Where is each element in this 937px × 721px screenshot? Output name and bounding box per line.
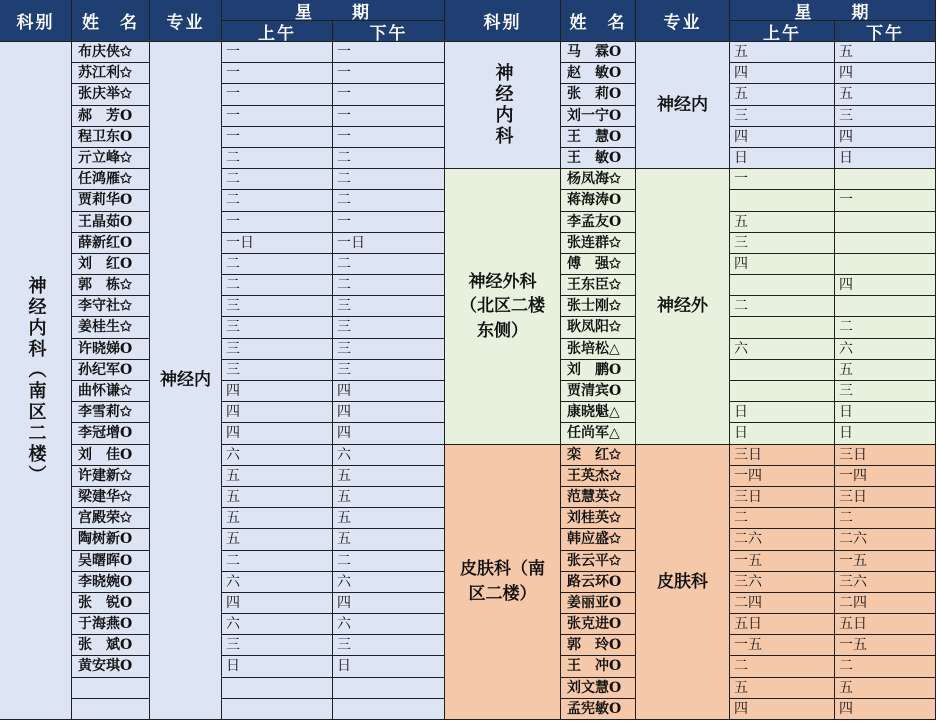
left-row-am: 一 <box>222 127 333 148</box>
right-row-am: 二 <box>730 296 835 317</box>
right-row-pm: 一 <box>835 190 936 212</box>
right-row-pm: 五 <box>835 360 936 381</box>
right-row-am: 四 <box>730 127 835 148</box>
left-row-pm: 二 <box>333 254 445 275</box>
left-row-am: 二 <box>222 148 333 169</box>
right-row-pm <box>835 169 936 190</box>
left-row-am: 二 <box>222 254 333 275</box>
right-row-pm: 二 <box>835 508 936 529</box>
left-row-name: 许晓娣O <box>72 339 150 360</box>
right-dept-label: 皮肤科（南区二楼） <box>445 445 561 720</box>
left-row-am: 三 <box>222 360 333 381</box>
right-row-name: 孟宪敏O <box>561 699 636 720</box>
left-header-week: 星 期 <box>222 0 445 21</box>
right-row-pm: 五 <box>835 42 936 63</box>
right-row-pm: 二 <box>835 656 936 678</box>
left-row-am: 一 <box>222 84 333 106</box>
right-row-am <box>730 360 835 381</box>
left-row-pm: 一 <box>333 84 445 106</box>
left-row-pm: 四 <box>333 381 445 402</box>
right-header-pm: 下午 <box>835 21 936 42</box>
right-row-name: 李孟友O <box>561 212 636 233</box>
right-specialty-label: 神经外 <box>636 169 730 445</box>
right-row-name: 马 霖O <box>561 42 636 63</box>
right-row-name: 傅 强✩ <box>561 254 636 275</box>
left-row-name: 曲怀谦✩ <box>72 381 150 402</box>
right-row-am: 五 <box>730 678 835 699</box>
left-row-name: 郭 栋✩ <box>72 275 150 296</box>
right-row-am: 二 <box>730 656 835 678</box>
left-row-name: 布庆侠✩ <box>72 42 150 63</box>
right-row-am: 四 <box>730 63 835 84</box>
left-row-pm: 二 <box>333 148 445 169</box>
right-row-pm: 五 <box>835 84 936 106</box>
right-row-am: 三日 <box>730 445 835 466</box>
left-row-pm: 一 <box>333 42 445 63</box>
left-row-am <box>222 699 333 720</box>
right-row-pm: 三六 <box>835 572 936 593</box>
left-row-name: 李守社✩ <box>72 296 150 317</box>
right-row-name: 郭 玲O <box>561 635 636 656</box>
right-row-name: 张 莉O <box>561 84 636 106</box>
left-header-pm: 下午 <box>333 21 445 42</box>
left-dept-label: 神经内科（南区二楼） <box>0 42 72 720</box>
right-row-am: 四 <box>730 699 835 720</box>
left-header-dept: 科别 <box>0 0 72 42</box>
left-row-pm: 三 <box>333 339 445 360</box>
left-row-name: 刘 红O <box>72 254 150 275</box>
right-header-dept: 科别 <box>445 0 561 42</box>
left-row-name: 程卫东O <box>72 127 150 148</box>
right-row-pm: 三日 <box>835 445 936 466</box>
left-row-pm: 三 <box>333 635 445 656</box>
right-row-name: 韩应盛✩ <box>561 529 636 551</box>
right-row-am: 三六 <box>730 572 835 593</box>
right-row-name: 范慧英✩ <box>561 487 636 508</box>
left-row-am: 五 <box>222 466 333 487</box>
right-row-pm: 二六 <box>835 529 936 551</box>
left-row-pm: 六 <box>333 445 445 466</box>
left-row-pm: 二 <box>333 275 445 296</box>
left-row-name: 孙纪军O <box>72 360 150 381</box>
left-row-pm: 一日 <box>333 233 445 254</box>
left-row-pm: 一 <box>333 212 445 233</box>
left-row-am: 二 <box>222 169 333 190</box>
right-row-pm: 二 <box>835 317 936 339</box>
left-row-pm: 六 <box>333 614 445 635</box>
left-row-name: 亓立峰✩ <box>72 148 150 169</box>
right-row-name: 蒋海涛O <box>561 190 636 212</box>
right-row-am: 一四 <box>730 466 835 487</box>
left-row-pm: 三 <box>333 296 445 317</box>
right-row-name: 康晓魁△ <box>561 402 636 423</box>
right-row-name: 张云平✩ <box>561 551 636 572</box>
right-row-pm: 二四 <box>835 593 936 614</box>
left-row-am: 三 <box>222 635 333 656</box>
right-row-am: 三日 <box>730 487 835 508</box>
right-row-pm: 四 <box>835 275 936 296</box>
left-row-am: 二 <box>222 551 333 572</box>
right-row-am: 日 <box>730 423 835 445</box>
right-header-name: 姓 名 <box>561 0 636 42</box>
right-row-pm: 三 <box>835 106 936 127</box>
left-row-name: 许建新✩ <box>72 466 150 487</box>
left-row-am: 一 <box>222 42 333 63</box>
left-row-am: 六 <box>222 614 333 635</box>
left-row-pm: 三 <box>333 317 445 339</box>
left-row-am: 日 <box>222 656 333 678</box>
left-row-name: 黄安琪O <box>72 656 150 678</box>
left-row-pm: 四 <box>333 402 445 423</box>
right-row-am: 日 <box>730 148 835 169</box>
right-row-name: 任尚军△ <box>561 423 636 445</box>
right-row-name: 刘文慧O <box>561 678 636 699</box>
left-row-name: 李雪莉✩ <box>72 402 150 423</box>
right-row-name: 刘 鹏O <box>561 360 636 381</box>
left-row-name: 姜桂生✩ <box>72 317 150 339</box>
right-row-am: 一 <box>730 169 835 190</box>
left-row-am: 五 <box>222 529 333 551</box>
right-dept-label: 神经外科（北区二楼东侧） <box>445 169 561 445</box>
right-row-am: 五 <box>730 42 835 63</box>
left-row-name: 刘 佳O <box>72 445 150 466</box>
right-row-pm: 六 <box>835 339 936 360</box>
right-row-am: 三 <box>730 106 835 127</box>
left-row-name: 陶树新O <box>72 529 150 551</box>
right-dept-label: 神经内科 <box>445 42 561 169</box>
right-row-pm: 日 <box>835 402 936 423</box>
left-row-am: 二 <box>222 190 333 212</box>
left-row-pm: 二 <box>333 169 445 190</box>
right-row-name: 张士刚✩ <box>561 296 636 317</box>
right-row-name: 王东臣✩ <box>561 275 636 296</box>
left-row-am: 一 <box>222 106 333 127</box>
right-row-pm: 一五 <box>835 551 936 572</box>
left-row-am: 一 <box>222 63 333 84</box>
left-row-name <box>72 699 150 720</box>
right-row-name: 张连群✩ <box>561 233 636 254</box>
left-row-am: 四 <box>222 423 333 445</box>
right-row-name: 杨凤海✩ <box>561 169 636 190</box>
right-row-am: 三 <box>730 233 835 254</box>
right-row-am: 一五 <box>730 551 835 572</box>
right-row-am: 一五 <box>730 635 835 656</box>
right-row-am: 五日 <box>730 614 835 635</box>
right-row-am <box>730 381 835 402</box>
left-row-am: 三 <box>222 339 333 360</box>
left-header-am: 上午 <box>222 21 333 42</box>
right-row-pm <box>835 296 936 317</box>
right-row-pm <box>835 233 936 254</box>
left-row-am: 二 <box>222 275 333 296</box>
left-row-pm: 五 <box>333 466 445 487</box>
left-row-am: 一 <box>222 212 333 233</box>
right-row-pm <box>835 254 936 275</box>
right-row-pm: 三 <box>835 381 936 402</box>
right-row-name: 王 冲O <box>561 656 636 678</box>
left-row-name: 张庆举✩ <box>72 84 150 106</box>
left-row-am: 六 <box>222 572 333 593</box>
left-row-am: 五 <box>222 487 333 508</box>
left-row-name: 张 斌O <box>72 635 150 656</box>
right-row-am <box>730 317 835 339</box>
left-row-am: 三 <box>222 317 333 339</box>
left-row-am: 一日 <box>222 233 333 254</box>
right-row-name: 贾清宾O <box>561 381 636 402</box>
left-row-pm: 一 <box>333 127 445 148</box>
left-row-pm: 日 <box>333 656 445 678</box>
left-header-name: 姓 名 <box>72 0 150 42</box>
right-row-am <box>730 275 835 296</box>
right-row-pm: 一五 <box>835 635 936 656</box>
left-row-pm: 六 <box>333 572 445 593</box>
left-header-specialty: 专业 <box>150 0 222 42</box>
right-row-pm: 四 <box>835 699 936 720</box>
right-header-specialty: 专业 <box>636 0 730 42</box>
right-row-am: 五 <box>730 84 835 106</box>
right-row-name: 赵 敏O <box>561 63 636 84</box>
left-row-name: 郝 芳O <box>72 106 150 127</box>
right-row-am: 五 <box>730 212 835 233</box>
right-row-name: 刘桂英✩ <box>561 508 636 529</box>
right-row-am: 二六 <box>730 529 835 551</box>
right-row-name: 刘一宁O <box>561 106 636 127</box>
left-row-pm: 五 <box>333 529 445 551</box>
left-row-pm: 四 <box>333 423 445 445</box>
right-row-name: 路云环O <box>561 572 636 593</box>
right-row-pm: 五 <box>835 678 936 699</box>
right-row-name: 张培松△ <box>561 339 636 360</box>
left-row-pm: 二 <box>333 190 445 212</box>
right-row-pm: 日 <box>835 148 936 169</box>
left-row-pm: 五 <box>333 487 445 508</box>
right-row-name: 王 慧O <box>561 127 636 148</box>
right-row-name: 栾 红✩ <box>561 445 636 466</box>
right-row-pm: 四 <box>835 63 936 84</box>
left-row-pm: 一 <box>333 63 445 84</box>
left-row-am: 五 <box>222 508 333 529</box>
left-row-am: 三 <box>222 296 333 317</box>
right-row-name: 姜丽亚O <box>561 593 636 614</box>
left-row-name: 任鸿雁✩ <box>72 169 150 190</box>
right-header-am: 上午 <box>730 21 835 42</box>
left-row-name: 贾莉华O <box>72 190 150 212</box>
right-specialty-label: 神经内 <box>636 42 730 169</box>
right-row-name: 张克进O <box>561 614 636 635</box>
left-row-name: 薛新红O <box>72 233 150 254</box>
left-row-name <box>72 678 150 699</box>
right-row-pm: 三日 <box>835 487 936 508</box>
right-row-am: 二 <box>730 508 835 529</box>
left-row-pm: 二 <box>333 551 445 572</box>
left-row-name: 王晶茹O <box>72 212 150 233</box>
right-row-pm <box>835 212 936 233</box>
left-row-am: 四 <box>222 381 333 402</box>
right-header-week: 星 期 <box>730 0 936 21</box>
left-row-name: 李晓婉O <box>72 572 150 593</box>
right-row-am: 六 <box>730 339 835 360</box>
left-row-am <box>222 678 333 699</box>
right-row-am: 二四 <box>730 593 835 614</box>
right-row-am <box>730 190 835 212</box>
left-row-name: 苏江利✩ <box>72 63 150 84</box>
right-row-am: 四 <box>730 254 835 275</box>
left-row-pm: 五 <box>333 508 445 529</box>
left-row-am: 六 <box>222 445 333 466</box>
left-row-pm: 一 <box>333 106 445 127</box>
left-row-name: 张 锐O <box>72 593 150 614</box>
left-row-name: 吴曙晖O <box>72 551 150 572</box>
left-row-name: 李冠增O <box>72 423 150 445</box>
left-row-pm: 三 <box>333 360 445 381</box>
left-specialty-label: 神经内 <box>150 42 222 720</box>
left-row-am: 四 <box>222 593 333 614</box>
left-row-pm <box>333 678 445 699</box>
right-specialty-label: 皮肤科 <box>636 445 730 720</box>
left-row-name: 于海燕O <box>72 614 150 635</box>
right-row-name: 耿凤阳✩ <box>561 317 636 339</box>
right-row-pm: 日 <box>835 423 936 445</box>
right-row-name: 王英杰✩ <box>561 466 636 487</box>
right-row-name: 王 敏O <box>561 148 636 169</box>
right-row-am: 日 <box>730 402 835 423</box>
left-row-name: 宫殿荣✩ <box>72 508 150 529</box>
left-row-pm <box>333 699 445 720</box>
left-row-pm: 四 <box>333 593 445 614</box>
left-row-name: 梁建华✩ <box>72 487 150 508</box>
right-row-pm: 四 <box>835 127 936 148</box>
right-row-pm: 一四 <box>835 466 936 487</box>
right-row-pm: 五日 <box>835 614 936 635</box>
left-row-am: 四 <box>222 402 333 423</box>
